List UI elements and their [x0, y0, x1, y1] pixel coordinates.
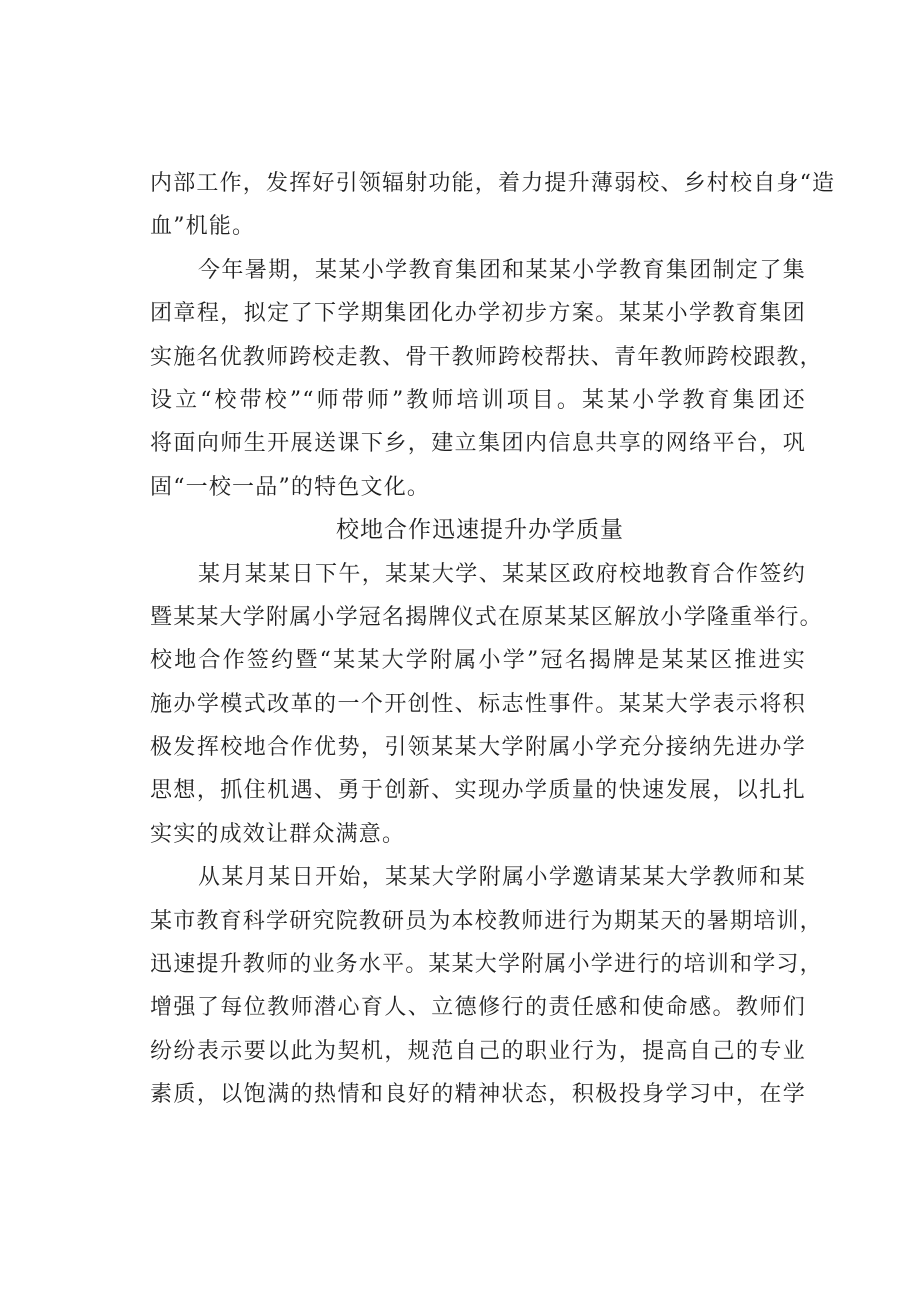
- text-line: 校地合作签约暨“某某大学附属小学”冠名揭牌是某某区推进实: [150, 648, 806, 674]
- paragraph-continued: [150, 162, 836, 249]
- text-line: 极发挥校地合作优势，引领某某大学附属小学充分接纳先进办学: [150, 735, 806, 761]
- paragraph-summer-plan: [150, 249, 823, 509]
- paragraph-training: [150, 856, 823, 1116]
- text-line: 某市教育科学研究院教研员为本校教师进行为期某天的暑期培训，: [150, 908, 823, 934]
- document-body: [150, 162, 836, 1117]
- text-line: 迅速提升教师的业务水平。某某大学附属小学进行的培训和学习，: [150, 952, 823, 978]
- text-line: 固“一校一品”的特色文化。: [150, 474, 431, 500]
- text-line: 施办学模式改革的一个开创性、标志性事件。某某大学表示将积: [150, 691, 806, 717]
- text-line: 实施名优教师跨校走教、骨干教师跨校帮扶、青年教师跨校跟教，: [150, 344, 823, 370]
- text-line: 将面向师生开展送课下乡，建立集团内信息共享的网络平台，巩: [150, 431, 806, 457]
- text-line: 素质，以饱满的热情和良好的精神状态，积极投身学习中，在学: [150, 1082, 806, 1108]
- paragraph-signing: [150, 553, 823, 857]
- text-line: 内部工作，发挥好引领辐射功能，着力提升薄弱校、乡村校自身“造: [150, 171, 836, 196]
- text-line: 思想，抓住机遇、勇于创新、实现办学质量的快速发展，以扎扎: [150, 778, 806, 804]
- text-line: 某月某某日下午，某某大学、某某区政府校地教育合作签约: [198, 561, 806, 587]
- text-line: 增强了每位教师潜心育人、立德修行的责任感和使命感。教师们: [150, 995, 806, 1021]
- text-line: 实实的成效让群众满意。: [150, 821, 406, 847]
- text-line: 设立“校带校”“师带师”教师培训项目。某某小学教育集团还: [150, 387, 806, 413]
- text-line: 从某月某日开始，某某大学附属小学邀请某某大学教师和某: [198, 865, 806, 891]
- text-line: 今年暑期，某某小学教育集团和某某小学教育集团制定了集: [198, 257, 806, 283]
- text-line: 纷纷表示要以此为契机，规范自己的职业行为，提高自己的专业: [150, 1038, 806, 1064]
- text-line: 暨某某大学附属小学冠名揭牌仪式在原某某区解放小学隆重举行。: [150, 604, 823, 630]
- section-heading: 校地合作迅速提升办学质量: [336, 517, 624, 544]
- text-line: 团章程，拟定了下学期集团化办学初步方案。某某小学教育集团: [150, 301, 806, 327]
- text-line: 血”机能。: [150, 214, 256, 240]
